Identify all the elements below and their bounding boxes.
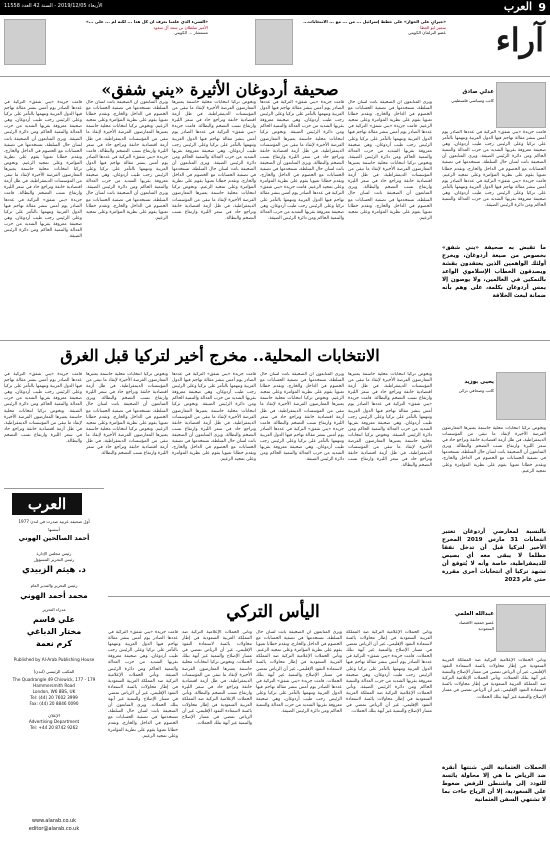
article2-col4-text-b: وتخوض تركيا انتخابات محلية حاسمة يعتبرها المعارضون الفرصة الأخيرة لإنقاذ ما تبقى من المؤسسات الديمقراطية، في ظل أزمة اقتصادية خانقة وتراجع حاد في سعر الليرة وارتفاع نسب التضخم والبطالة. <box>172 402 256 438</box>
article2-col-6 <box>4 372 82 482</box>
article1-col2-text-b: قامت جريدة «يني شفق» التركية في عددها الصادر يوم أمس بنشر مقالة تهاجم فيها الدول العربية وتتهمها بالتآمر على تركيا وعلى الرئيس رجب طيب أردوغان، وهي صحيفة معروفة بقربها الشديد من حزب العدالة والتنمية الحاكم ومن دائرة الرئيس الضيقة. <box>348 124 432 160</box>
article3-author-name: عبدالله العلمي <box>454 611 494 617</box>
imprint-founder-label: أسسها <box>48 527 60 532</box>
article2-col2-text: وتخوض تركيا انتخابات محلية حاسمة يعتبرها المعارضون الفرصة الأخيرة لإنقاذ ما تبقى من المؤسسات الديمقراطية، في ظل أزمة اقتصادية خانقة وتراجع حاد في سعر الليرة وارتفاع نسب التضخم والبطالة. <box>348 372 432 402</box>
imprint-adv: Advertising Department <box>28 719 80 724</box>
quote-one-text: «جيرانٍ على الحوار» على خطط إسرائيل ... من ... مع ... الانتخابات... <box>303 19 446 24</box>
article3-headline: اليأس التركي <box>226 602 320 622</box>
article1-col4-text-b: قامت جريدة «يني شفق» التركية في عددها الصادر يوم أمس بنشر مقالة تهاجم فيها الدول العربية وتتهمها بالتآمر على تركيا وعلى الرئيس رجب طيب أردوغان، وهي صحيفة معروفة بقربها الشديد من حزب العدالة والتنمية الحاكم ومن دائرة الرئيس الضيقة. <box>172 124 256 166</box>
imprint-adv-tel: Tel: +44 20 8742 9262 <box>30 725 78 730</box>
imprint-address: The Quadrangle 49 Chiswick, 177 - 179 Hammersmith Road <box>12 677 96 688</box>
article3-col3-text: ويرى المتابعون أن الصحيفة باتت لسان حال السلطة، تستخدمها في تصفية الحسابات مع الخصوم في الداخل والخارج، وتقدم خطابا تعبويا يقوم على نظرية المؤامرة وعلى تمجيد الزعيم. <box>256 630 342 654</box>
imprint-city: London, W6 8BS, UK <box>32 689 76 694</box>
imprint-founder: أحمد الصالحين الهوني <box>18 534 90 542</box>
article2-author-role: كاتب وصحافي تركي <box>458 388 494 393</box>
article1-col-5 <box>86 100 168 332</box>
article3-col2-text-b: قامت جريدة «يني شفق» التركية في عددها الصادر يوم أمس بنشر مقالة تهاجم فيها الدول العربية وتتهمها بالتآمر على تركيا وعلى الرئيس رجب طيب أردوغان، وهي صحيفة معروفة بقربها الشديد من حزب العدالة والتنمية الحاكم ومن دائرة الرئيس الضيقة. <box>346 654 432 690</box>
article2-col5-text: وتخوض تركيا انتخابات محلية حاسمة يعتبرها المعارضون الفرصة الأخيرة لإنقاذ ما تبقى من المؤسسات الديمقراطية، في ظل أزمة اقتصادية خانقة وتراجع حاد في سعر الليرة وارتفاع نسب التضخم والبطالة. <box>86 372 168 402</box>
article2-col4-text-c: ويرى المتابعون أن الصحيفة باتت لسان حال السلطة، تستخدمها في تصفية الحسابات مع الخصوم في الداخل والخارج، وتقدم خطابا تعبويا يقوم على نظرية المؤامرة وعلى تمجيد الزعيم. <box>172 432 256 463</box>
article3-col4-text-b: وتخوض تركيا انتخابات محلية حاسمة يعتبرها المعارضون الفرصة الأخيرة لإنقاذ ما تبقى من المؤسسات الديمقراطية، في ظل أزمة اقتصادية خانقة وتراجع حاد في سعر الليرة وارتفاع نسب التضخم والبطالة. <box>182 660 252 696</box>
article1-col-3 <box>260 100 344 332</box>
section-title: آراء <box>495 21 544 59</box>
article1-col-2 <box>348 100 432 332</box>
quote-two <box>48 19 208 36</box>
article3-col5-text-b: وتأتي الحملات الإعلامية التركية ضد المملكة العربية السعودية في إطار محاولات يائسة لاستعادة النفوذ الإقليمي، غير أن الرياض تمضي في مسار الإصلاح والتنمية غير آبهة بتلك الحملات. <box>108 672 178 709</box>
article2-author-photo <box>496 372 546 420</box>
masthead <box>0 0 550 15</box>
article2-text: وتخوض تركيا انتخابات محلية حاسمة يعتبرها المعارضون الفرصة الأخيرة لإنقاذ ما تبقى من المؤسسات الديمقراطية، في ظل أزمة اقتصادية خانقة وتراجع حاد في سعر الليرة وارتفاع نسب التضخم والبطالة. <box>442 426 546 450</box>
article3-col-2 <box>346 630 432 840</box>
divider <box>0 76 550 77</box>
imprint-chair: د. هيثم الزبيدي <box>22 565 86 575</box>
article2-col5-text-c: وتخوض تركيا انتخابات محلية حاسمة يعتبرها المعارضون الفرصة الأخيرة لإنقاذ ما تبقى من المؤسسات الديمقراطية، في ظل أزمة اقتصادية خانقة وتراجع حاد في سعر الليرة وارتفاع نسب التضخم والبطالة. <box>86 426 168 457</box>
article1-text-3: قامت جريدة «يني شفق» التركية في عددها الصادر يوم أمس بنشر مقالة تهاجم فيها الدول العربية وتتهمها بالتآمر على تركيا وعلى الرئيس رجب طيب أردوغان، وهي صحيفة معروفة بقربها الشديد من حزب العدالة والتنمية الحاكم ومن دائرة الرئيس الضيقة. <box>442 178 546 209</box>
article1-col3-text: قامت جريدة «يني شفق» التركية في عددها الصادر يوم أمس بنشر مقالة تهاجم فيها الدول العربية وتتهمها بالتآمر على تركيا وعلى الرئيس رجب طيب أردوغان، وهي صحيفة معروفة بقربها الشديد من حزب العدالة والتنمية الحاكم ومن دائرة الرئيس الضيقة. <box>260 100 344 136</box>
imprint-fax: Fax: (44) 20 8846 0090 <box>29 701 79 706</box>
quote-author-photo-2 <box>255 19 293 65</box>
article1-col-right <box>442 130 546 240</box>
quote-one <box>296 19 446 36</box>
article2-col3-text: ويرى المتابعون أن الصحيفة باتت لسان حال السلطة، تستخدمها في تصفية الحسابات مع الخصوم في الداخل والخارج، وتقدم خطابا تعبويا يقوم على نظرية المؤامرة وعلى تمجيد الزعيم. <box>260 372 344 402</box>
article1-col-6 <box>4 100 82 332</box>
article3-col5-text: قامت جريدة «يني شفق» التركية في عددها الصادر يوم أمس بنشر مقالة تهاجم فيها الدول العربية وتتهمها بالتآمر على تركيا وعلى الرئيس رجب طيب أردوغان، وهي صحيفة معروفة بقربها الشديد من حزب العدالة والتنمية الحاكم ومن دائرة الرئيس الضيقة. <box>108 630 178 678</box>
article3-col2-text-c: وتأتي الحملات الإعلامية التركية ضد المملكة العربية السعودية في إطار محاولات يائسة لاستعادة النفوذ الإقليمي، غير أن الرياض تمضي في مسار الإصلاح والتنمية غير آبهة بتلك الحملات. <box>346 684 432 715</box>
article3-author-role: عضو جمعية الاقتصاد السعودية <box>458 620 494 631</box>
article1-col5-text-d: ويرى المتابعون أن الصحيفة باتت لسان حال السلطة، تستخدمها في تصفية الحسابات مع الخصوم في الداخل والخارج، وتقدم خطابا تعبويا يقوم على نظرية المؤامرة وعلى تمجيد الزعيم. <box>86 191 168 221</box>
article1-col5-text-c: قامت جريدة «يني شفق» التركية في عددها الصادر يوم أمس بنشر مقالة تهاجم فيها الدول العربية وتتهمها بالتآمر على تركيا وعلى الرئيس رجب طيب أردوغان، وهي صحيفة معروفة بقربها الشديد من حزب العدالة والتنمية الحاكم ومن دائرة الرئيس الضيقة. <box>86 148 168 191</box>
quote-two-role: مستشار ... الكويتي <box>174 30 208 36</box>
article1-col3-text-b: وتخوض تركيا انتخابات محلية حاسمة يعتبرها المعارضون الفرصة الأخيرة لإنقاذ ما تبقى من المؤسسات الديمقراطية، في ظل أزمة اقتصادية خانقة وتراجع حاد في سعر الليرة وارتفاع نسب التضخم والبطالة. <box>260 130 344 166</box>
article3-col3-text-c: قامت جريدة «يني شفق» التركية في عددها الصادر يوم أمس بنشر مقالة تهاجم فيها الدول العربية وتتهمها بالتآمر على تركيا وعلى الرئيس رجب طيب أردوغان، وهي صحيفة معروفة بقربها الشديد من حزب العدالة والتنمية الحاكم ومن دائرة الرئيس الضيقة. <box>256 678 342 715</box>
article3-col-4 <box>182 630 252 840</box>
article1-col4-text: وتخوض تركيا انتخابات محلية حاسمة يعتبرها المعارضون الفرصة الأخيرة لإنقاذ ما تبقى من المؤسسات الديمقراطية، في ظل أزمة اقتصادية خانقة وتراجع حاد في سعر الليرة وارتفاع نسب التضخم والبطالة. <box>172 100 256 130</box>
quote-two-author: الأمير سلطان بن سعد آل سعود <box>153 24 208 30</box>
article1-col2-text-c: وتخوض تركيا انتخابات محلية حاسمة يعتبرها المعارضون الفرصة الأخيرة لإنقاذ ما تبقى من المؤسسات الديمقراطية، في ظل أزمة اقتصادية خانقة وتراجع حاد في سعر الليرة وارتفاع نسب التضخم والبطالة. <box>348 160 432 191</box>
article1-pullquote: ما تقبض به صحيفة «يني شفق» بخصوص من صيغة أردوغان، ويخرج أولئك الواهمين الذين يعتقدون بقشة ويصدقون الخطاب الإسلاموي الواعد بالتمكين في العالمين، ولا يوصون إلا يمس أردوغان بكلمة، على وهم بأنه ضمانة لبعث الخلافة <box>442 245 546 299</box>
quote-two-text: «الشيء الذي علمنا نعرف ان كل هذا ... لكنه لم ... على ...» <box>85 19 208 24</box>
article1-author-box <box>442 82 546 128</box>
article3-col4-text-c: وتأتي الحملات الإعلامية التركية ضد المملكة العربية السعودية في إطار محاولات يائسة لاستعادة النفوذ الإقليمي، غير أن الرياض تمضي في مسار الإصلاح والتنمية غير آبهة بتلك الحملات. <box>182 690 252 727</box>
article1-col2-text-d: ويرى المتابعون أن الصحيفة باتت لسان حال السلطة، تستخدمها في تصفية الحسابات مع الخصوم في الداخل والخارج، وتقدم خطابا تعبويا يقوم على نظرية المؤامرة وعلى تمجيد الزعيم. <box>348 185 432 221</box>
article2-col2-text-b: قامت جريدة «يني شفق» التركية في عددها الصادر يوم أمس بنشر مقالة تهاجم فيها الدول العربية وتتهمها بالتآمر على تركيا وعلى الرئيس رجب طيب أردوغان، وهي صحيفة معروفة بقربها الشديد من حزب العدالة والتنمية الحاكم ومن دائرة الرئيس الضيقة. <box>348 396 432 438</box>
article2-author-name: يحيى بوزيد <box>464 379 494 385</box>
article3-col-3 <box>256 630 342 840</box>
imprint-hq-label: المكتب الرئيسي (لندن) <box>33 669 75 674</box>
article3-col2-text: وتأتي الحملات الإعلامية التركية ضد المملكة العربية السعودية في إطار محاولات يائسة لاستعادة النفوذ الإقليمي، غير أن الرياض تمضي في مسار الإصلاح والتنمية غير آبهة بتلك الحملات. <box>346 630 432 660</box>
article1-col6-text-c: وتخوض تركيا انتخابات محلية حاسمة يعتبرها المعارضون الفرصة الأخيرة لإنقاذ ما تبقى من المؤسسات الديمقراطية، في ظل أزمة اقتصادية خانقة وتراجع حاد في سعر الليرة وارتفاع نسب التضخم والبطالة. <box>4 160 82 197</box>
article3-text: وتأتي الحملات الإعلامية التركية ضد المملكة العربية السعودية في إطار محاولات يائسة لاستعادة النفوذ الإقليمي، غير أن الرياض تمضي في مسار الإصلاح والتنمية غير آبهة بتلك الحملات. <box>442 658 546 682</box>
imprint-box <box>4 488 104 841</box>
article1-col5-text: ويرى المتابعون أن الصحيفة باتت لسان حال السلطة، تستخدمها في تصفية الحسابات مع الخصوم في الداخل والخارج، وتقدم خطابا تعبويا يقوم على نظرية المؤامرة وعلى تمجيد الزعيم. <box>86 100 168 130</box>
article2-col4-text: قامت جريدة «يني شفق» التركية في عددها الصادر يوم أمس بنشر مقالة تهاجم فيها الدول العربية وتتهمها بالتآمر على تركيا وعلى الرئيس رجب طيب أردوغان، وهي صحيفة معروفة بقربها الشديد من حزب العدالة والتنمية الحاكم ومن دائرة الرئيس الضيقة. <box>172 372 256 408</box>
page-number: 9 <box>538 1 546 14</box>
imprint-mgmt-label: مدراء التحرير <box>42 607 66 612</box>
article3-author-box <box>442 604 546 654</box>
article1-col6-text-b: ويرى المتابعون أن الصحيفة باتت لسان حال السلطة، تستخدمها في تصفية الحسابات مع الخصوم في الداخل والخارج، وتقدم خطابا تعبويا يقوم على نظرية المؤامرة وعلى تمجيد الزعيم. <box>4 136 82 166</box>
article1-col6-text: قامت جريدة «يني شفق» التركية في عددها الصادر يوم أمس بنشر مقالة تهاجم فيها الدول العربية وتتهمها بالتآمر على تركيا وعلى الرئيس رجب طيب أردوغان، وهي صحيفة معروفة بقربها الشديد من حزب العدالة والتنمية الحاكم ومن دائرة الرئيس الضيقة. <box>4 100 82 142</box>
imprint-web[interactable]: www.alarab.co.uk <box>31 818 77 824</box>
masthead-logo: العرب <box>503 0 532 13</box>
article1-text: قامت جريدة «يني شفق» التركية في عددها الصادر يوم أمس بنشر مقالة تهاجم فيها الدول العربية وتتهمها بالتآمر على تركيا وعلى الرئيس رجب طيب أردوغان، وهي صحيفة معروفة بقربها الشديد من حزب العدالة والتنمية الحاكم ومن دائرة الرئيس الضيقة. <box>442 130 546 160</box>
article3-col3-text-b: وتأتي الحملات الإعلامية التركية ضد المملكة العربية السعودية في إطار محاولات يائسة لاستعادة النفوذ الإقليمي، غير أن الرياض تمضي في مسار الإصلاح والتنمية غير آبهة بتلك الحملات. <box>256 654 342 684</box>
article1-col-4 <box>172 100 256 332</box>
article1-author-name: عدلي صادق <box>462 89 494 95</box>
article1-col4-text-c: ويرى المتابعون أن الصحيفة باتت لسان حال السلطة، تستخدمها في تصفية الحسابات مع الخصوم في الداخل والخارج، وتقدم خطابا تعبويا يقوم على نظرية المؤامرة وعلى تمجيد الزعيم. <box>172 160 256 191</box>
article1-col2-text: ويرى المتابعون أن الصحيفة باتت لسان حال السلطة، تستخدمها في تصفية الحسابات مع الخصوم في الداخل والخارج، وتقدم خطابا تعبويا يقوم على نظرية المؤامرة وعلى تمجيد الزعيم. <box>348 100 432 130</box>
imprint-adv-label: الإعلان <box>48 713 60 718</box>
article2-col-3 <box>260 372 344 590</box>
imprint-chair-label: رئيس مجلس الإدارة <box>36 551 72 556</box>
article2-col-2 <box>348 372 432 590</box>
article1-author-role: كاتب وسياسي فلسطيني <box>451 98 494 103</box>
article1-col3-text-d: قامت جريدة «يني شفق» التركية في عددها الصادر يوم أمس بنشر مقالة تهاجم فيها الدول العربية وتتهمها بالتآمر على تركيا وعلى الرئيس رجب طيب أردوغان، وهي صحيفة معروفة بقربها الشديد من حزب العدالة والتنمية الحاكم ومن دائرة الرئيس الضيقة. <box>260 185 344 221</box>
article1-col3-text-c: ويرى المتابعون أن الصحيفة باتت لسان حال السلطة، تستخدمها في تصفية الحسابات مع الخصوم في الداخل والخارج، وتقدم خطابا تعبويا يقوم على نظرية المؤامرة وعلى تمجيد الزعيم. <box>260 160 344 191</box>
imprint-tel: Tel: (44) 20 7602 3999 <box>30 695 78 700</box>
article3-col5-text-c: ويرى المتابعون أن الصحيفة باتت لسان حال السلطة، تستخدمها في تصفية الحسابات مع الخصوم في الداخل والخارج، وتقدم خطابا تعبويا يقوم على نظرية المؤامرة وعلى تمجيد الزعيم. <box>108 703 178 739</box>
article3-col4-text: وتأتي الحملات الإعلامية التركية ضد المملكة العربية السعودية في إطار محاولات يائسة لاستعادة النفوذ الإقليمي، غير أن الرياض تمضي في مسار الإصلاح والتنمية غير آبهة بتلك الحملات. <box>182 630 252 666</box>
article3-pullquote: الحملات العثمانية التي شنتها أنقرة ضد الرياض ما هي إلا محاولة يائسة للتودد إلى واشنطن للرفض ضغوط على السعودية، إلا أن الرياح جاءت بما لا تشتهي السفن العثمانية <box>442 765 546 803</box>
quote-one-author: سمير ابو العطا <box>420 24 446 30</box>
imprint-editor-2: مختار الدباغي <box>26 627 82 636</box>
imprint-publisher: Published by Al-Arab Publishing House <box>13 657 95 662</box>
article3-col-right <box>442 658 546 758</box>
article3-col-5 <box>108 630 178 840</box>
article2-col2-text-c: وتخوض تركيا انتخابات محلية حاسمة يعتبرها المعارضون الفرصة الأخيرة لإنقاذ ما تبقى من المؤسسات الديمقراطية، في ظل أزمة اقتصادية خانقة وتراجع حاد في سعر الليرة وارتفاع نسب التضخم والبطالة. <box>348 432 432 469</box>
divider <box>0 340 550 341</box>
article1-col5-text-b: وتخوض تركيا انتخابات محلية حاسمة يعتبرها المعارضون الفرصة الأخيرة لإنقاذ ما تبقى من المؤسسات الديمقراطية، في ظل أزمة اقتصادية خانقة وتراجع حاد في سعر الليرة وارتفاع نسب التضخم والبطالة. <box>86 124 168 154</box>
imprint-editor-3: كرم نعمة <box>35 639 72 648</box>
imprint-gm-label: رئيس التحرير والمدير العام <box>30 583 78 588</box>
article2-pullquote: بالنسبة لمعارضي أردوغان تعتبر انتخابات 31 مارس 2019 المخرج الأخير لتركيا قبل أن تدخل نفقا مظلما لا يبقى معه أي بصيص للديمقراطية، خاصة وأنه لا يُتوقع أن تشهد تركيا أي انتخابات أخرى مقررة حتى عام 2023 <box>442 529 546 583</box>
issue-date: الأربعاء 2019/12/05 - السنة 42 العدد 11558 <box>4 3 103 9</box>
article1-col6-text-d: قامت جريدة «يني شفق» التركية في عددها الصادر يوم أمس بنشر مقالة تهاجم فيها الدول العربية وتتهمها بالتآمر على تركيا وعلى الرئيس رجب طيب أردوغان، وهي صحيفة معروفة بقربها الشديد من حزب العدالة والتنمية الحاكم ومن دائرة الرئيس الضيقة. <box>4 191 82 240</box>
article1-headline: صحيفة أردوغان الأثيرة «يني شفق» <box>101 80 339 99</box>
article3-text-2: وتأتي الحملات الإعلامية التركية ضد المملكة العربية السعودية في إطار محاولات يائسة لاستعادة النفوذ الإقليمي، غير أن الرياض تمضي في مسار الإصلاح والتنمية غير آبهة بتلك الحملات. <box>442 676 546 700</box>
divider <box>108 596 550 597</box>
article1-author-photo <box>496 82 546 128</box>
article2-col3-text-b: وتخوض تركيا انتخابات محلية حاسمة يعتبرها المعارضون الفرصة الأخيرة لإنقاذ ما تبقى من المؤسسات الديمقراطية، في ظل أزمة اقتصادية خانقة وتراجع حاد في سعر الليرة وارتفاع نسب التضخم والبطالة. <box>260 396 344 426</box>
article2-author-box <box>442 372 546 422</box>
article2-col3-text-c: قامت جريدة «يني شفق» التركية في عددها الصادر يوم أمس بنشر مقالة تهاجم فيها الدول العربية وتتهمها بالتآمر على تركيا وعلى الرئيس رجب طيب أردوغان، وهي صحيفة معروفة بقربها الشديد من حزب العدالة والتنمية الحاكم ومن دائرة الرئيس الضيقة. <box>260 420 344 463</box>
imprint-email[interactable]: editor@alarab.co.uk <box>28 826 80 832</box>
article1-text-2: ويرى المتابعون أن الصحيفة باتت لسان حال السلطة، تستخدمها في تصفية الحسابات مع الخصوم في الداخل والخارج، وتقدم خطابا تعبويا يقوم على نظرية المؤامرة وعلى تمجيد الزعيم. <box>442 154 546 178</box>
article2-col6-text-b: وتخوض تركيا انتخابات محلية حاسمة يعتبرها المعارضون الفرصة الأخيرة لإنقاذ ما تبقى من المؤسسات الديمقراطية، في ظل أزمة اقتصادية خانقة وتراجع حاد في سعر الليرة وارتفاع نسب التضخم والبطالة. <box>4 408 82 445</box>
top-quotes-strip <box>0 17 550 75</box>
article1-col4-text-d: وتخوض تركيا انتخابات محلية حاسمة يعتبرها المعارضون الفرصة الأخيرة لإنقاذ ما تبقى من المؤسسات الديمقراطية، في ظل أزمة اقتصادية خانقة وتراجع حاد في سعر الليرة وارتفاع نسب التضخم والبطالة. <box>172 185 256 221</box>
imprint-chair-sub: رئيس التحرير المسؤول <box>33 557 75 562</box>
imprint-logo: العرب <box>12 493 82 515</box>
article2-col6-text: قامت جريدة «يني شفق» التركية في عددها الصادر يوم أمس بنشر مقالة تهاجم فيها الدول العربية وتتهمها بالتآمر على تركيا وعلى الرئيس رجب طيب أردوغان، وهي صحيفة معروفة بقربها الشديد من حزب العدالة والتنمية الحاكم ومن دائرة الرئيس الضيقة. <box>4 372 82 414</box>
article2-text-2: ويرى المتابعون أن الصحيفة باتت لسان حال السلطة، تستخدمها في تصفية الحسابات مع الخصوم في الداخل والخارج، وتقدم خطابا تعبويا يقوم على نظرية المؤامرة وعلى تمجيد الزعيم. <box>442 444 546 474</box>
imprint-tagline: أول صحيفة عربية صدرت في لندن 1977 <box>18 519 90 524</box>
article2-col5-text-b: ويرى المتابعون أن الصحيفة باتت لسان حال السلطة، تستخدمها في تصفية الحسابات مع الخصوم في الداخل والخارج، وتقدم خطابا تعبويا يقوم على نظرية المؤامرة وعلى تمجيد الزعيم. <box>86 396 168 432</box>
article2-col-4 <box>172 372 256 590</box>
article3-author-photo <box>496 604 546 652</box>
imprint-editor-1: علي قاسم <box>33 615 75 624</box>
quote-one-role: عضو البرلمان الكويتي <box>408 30 446 36</box>
imprint-gm: محمد أحمد الهوني <box>20 591 88 600</box>
quote-author-photo <box>4 19 46 65</box>
article2-col-right <box>442 426 546 522</box>
article2-headline: الانتخابات المحلية.. مخرج أخير لتركيا قبل الغرق <box>60 346 380 365</box>
